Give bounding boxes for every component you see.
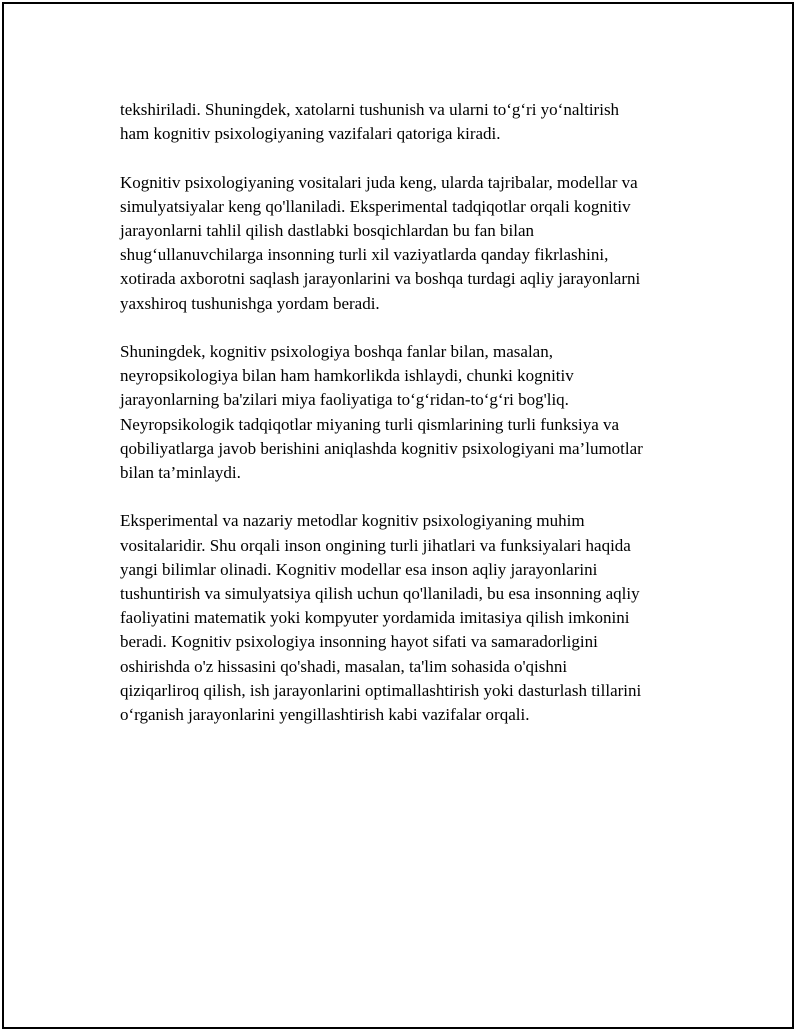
text-line: shug‘ullanuvchilarga insonning turli xil vaziyatlarda qanday fikrlashini, — [120, 245, 609, 265]
text-line: Shuningdek, kognitiv psixologiya boshqa fanlar bilan, masalan, — [120, 342, 553, 361]
text-line: jarayonlarning ba'zilari miya faoliyatiga to‘g‘ridan-to‘g‘ri bog'liq. — [120, 390, 569, 410]
text-line: beradi. Kognitiv psixologiya insonning hayot sifati va samaradorligini — [120, 632, 598, 652]
text-line: o‘rganish jarayonlarini yengillashtirish kabi vazifalar orqali. — [120, 705, 530, 725]
paragraph-4 — [120, 509, 700, 727]
text-line: bilan ta’minlaydi. — [120, 463, 241, 483]
text-line: jarayonlarni tahlil qilish dastlabki bosqichlardan bu fan bilan — [120, 221, 535, 240]
page-frame — [2, 2, 794, 1029]
text-line: Kognitiv psixologiyaning vositalari juda keng, ularda tajribalar, modellar va — [120, 172, 638, 192]
text-line: Neyropsikologik tadqiqotlar miyaning turli qismlarining turli funksiya va — [120, 414, 620, 434]
paragraph-3 — [120, 340, 700, 485]
text-line: vositalaridir. Shu orqali inson ongining turli jihatlari va funksiyalari haqida — [120, 535, 631, 555]
text-line: tekshiriladi. Shuningdek, xatolarni tushunish va ularni to‘g‘ri yo‘naltirish — [120, 100, 620, 119]
paragraph-1 — [120, 98, 700, 146]
text-line: simulyatsiyalar keng qo'llaniladi. Eksperimental tadqiqotlar orqali kognitiv — [120, 196, 631, 216]
text-line: faoliyatini matematik yoki kompyuter yordamida imitasiya qilish imkonini — [120, 608, 630, 628]
text-line: neyropsikologiya bilan ham hamkorlikda ishlaydi, chunki kognitiv — [120, 366, 574, 386]
text-line: tushuntirish va simulyatsiya qilish uchun qo'llaniladi, bu esa insonning aqliy — [120, 584, 640, 604]
text-line: qiziqarliroq qilish, ish jarayonlarini optimallashtirish yoki dasturlash tillarini — [120, 680, 642, 700]
text-line: oshirishda o'z hissasini qo'shadi, masalan, ta'lim sohasida o'qishni — [120, 656, 568, 676]
text-line: yangi bilimlar olinadi. Kognitiv modellar esa inson aqliy jarayonlarini — [120, 559, 598, 579]
text-line: yaxshiroq tushunishga yordam beradi. — [120, 293, 380, 313]
paragraph-2 — [120, 171, 700, 316]
text-line: qobiliyatlarga javob berishini aniqlashda kognitiv psixologiyani ma’lumotlar — [120, 438, 643, 458]
text-line: Eksperimental va nazariy metodlar kognitiv psixologiyaning muhim — [120, 511, 585, 531]
text-line: ham kognitiv psixologiyaning vazifalari qatoriga kiradi. — [120, 124, 501, 144]
page-content — [120, 98, 700, 751]
text-line: xotirada axborotni saqlash jarayonlarini va boshqa turdagi aqliy jarayonlarni — [120, 269, 641, 289]
